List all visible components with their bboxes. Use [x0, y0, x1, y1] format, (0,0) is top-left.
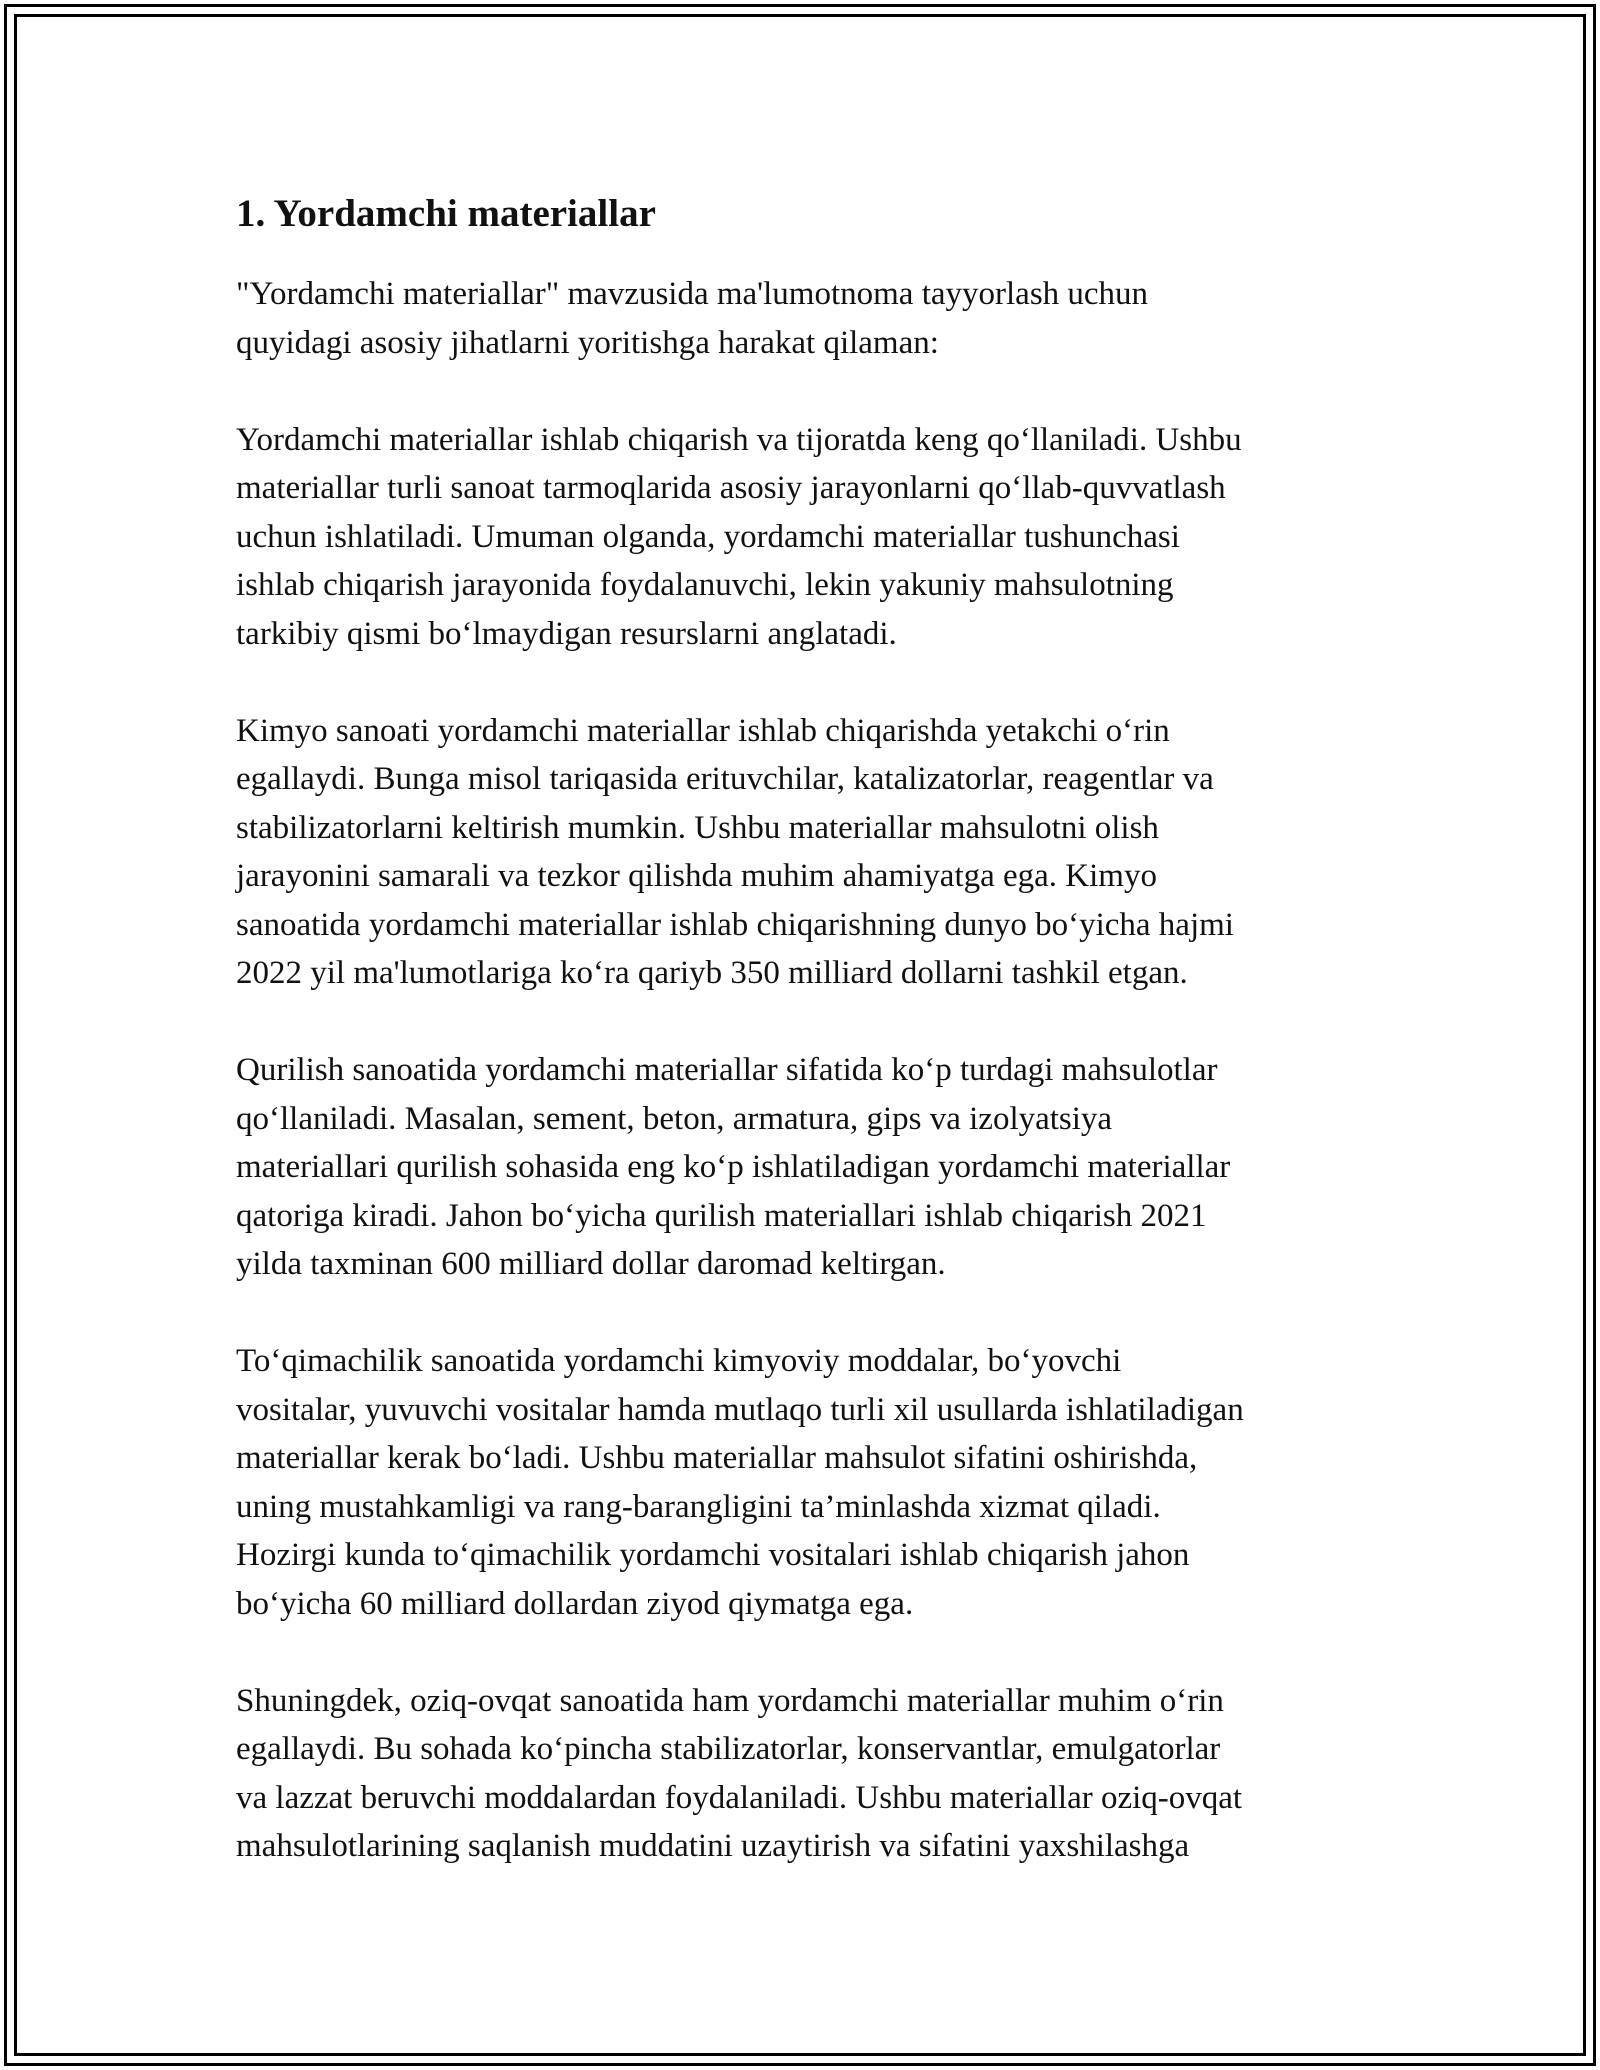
paragraph-intro: "Yordamchi materiallar" mavzusida ma'lumotnoma tayyorlash uchun quyidagi asosiy jihatlarni yoritishga harakat qilaman:: [236, 276, 1149, 361]
paragraph-food-industry: Shuningdek, oziq-ovqat sanoatida ham yordamchi materiallar muhim o‘rin egallaydi. Bu sohada ko‘pincha stabilizatorlar, konservantlar, emulgatorlar va lazzat beruvchi moddalardan foydalaniladi. Ushbu materiallar oziq-ovqat mahsulotlarining saqlanish muddatini uzaytirish va sifatini yaxshilashga: [236, 1682, 1243, 1864]
paragraph-chemical-industry: Kimyo sanoati yordamchi materiallar ishlab chiqarishda yetakchi o‘rin egallaydi. Bunga misol tariqasida erituvchilar, katalizatorlar, reagentlar va stabilizatorlarni keltirish mumkin. Ushbu materiallar mahsulotni olish jarayonini samarali va tezkor qilishda muhim ahamiyatga ega. Kimyo sanoatida yordamchi materiallar ishlab chiqarishning dunyo bo‘yicha hajmi 2022 yil ma'lumotlariga ko‘ra qariyb 350 milliard dollarni tashkil etgan.: [236, 712, 1234, 991]
paragraph-textile-industry: To‘qimachilik sanoatida yordamchi kimyoviy moddalar, bo‘yovchi vositalar, yuvuvchi vositalar hamda mutlaqo turli xil usullarda ishlatiladigan materiallar kerak bo‘ladi. Ushbu materiallar mahsulot sifatini oshirishda, uning mustahkamligi va rang-barangligini ta’minlashda xizmat qiladi. Hozirgi kunda to‘qimachilik yordamchi vositalari ishlab chiqarish jahon bo‘yicha 60 milliard dollardan ziyod qiymatga ega.: [236, 1343, 1244, 1622]
document-page: [236, 184, 1386, 1919]
document-title: 1. Yordamchi materiallar: [236, 192, 656, 235]
paragraph-definition: Yordamchi materiallar ishlab chiqarish va tijoratda keng qo‘llaniladi. Ushbu materiallar turli sanoat tarmoqlarida asosiy jarayonlarni qo‘llab-quvvatlash uchun ishlatiladi. Umuman olganda, yordamchi materiallar tushunchasi ishlab chiqarish jarayonida foydalanuvchi, lekin yakuniy mahsulotning tarkibiy qismi bo‘lmaydigan resurslarni anglatadi.: [236, 421, 1242, 652]
paragraph-construction-industry: Qurilish sanoatida yordamchi materiallar sifatida ko‘p turdagi mahsulotlar qo‘llaniladi. Masalan, sement, beton, armatura, gips va izolyatsiya materiallari qurilish sohasida eng ko‘p ishlatiladigan yordamchi materiallar qatoriga kiradi. Jahon bo‘yicha qurilish materiallari ishlab chiqarish 2021 yilda taxminan 600 milliard dollar daromad keltirgan.: [236, 1052, 1231, 1282]
